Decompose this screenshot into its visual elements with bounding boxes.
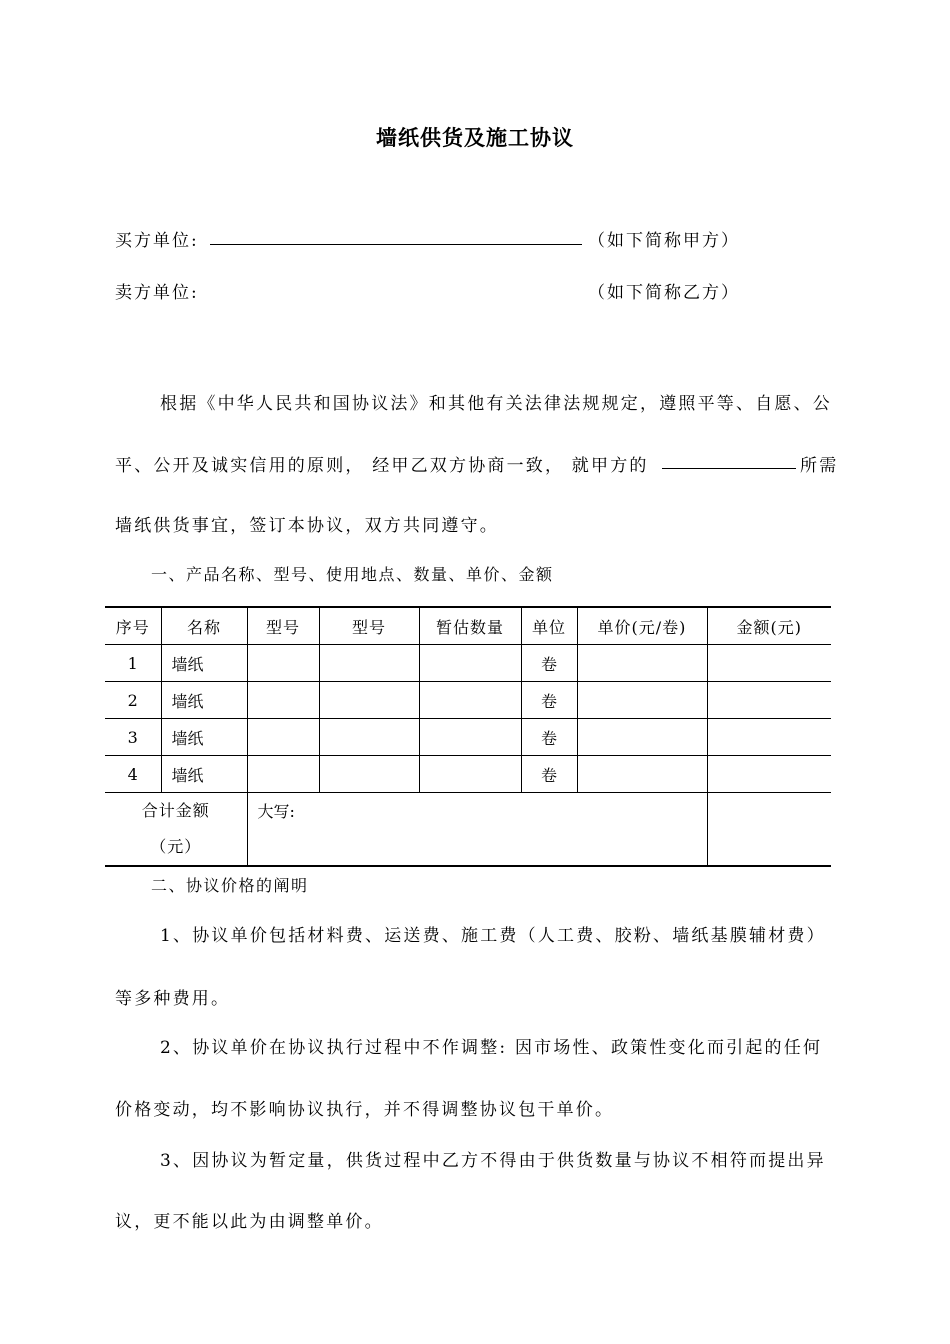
header-model-2: 型号 <box>319 607 419 645</box>
header-amount: 金额(元) <box>707 607 831 645</box>
row-unit: 卷 <box>521 682 577 719</box>
seller-note: （如下简称乙方） <box>588 283 740 303</box>
row-name: 墙纸 <box>161 756 247 793</box>
row-price-cell[interactable] <box>577 645 707 682</box>
table-row <box>105 645 831 682</box>
row-price-cell[interactable] <box>577 756 707 793</box>
row-qty-cell[interactable] <box>419 756 521 793</box>
intro-line-3: 墙纸供货事宜，签订本协议，双方共同遵守。 <box>115 516 499 536</box>
row-model-1-cell[interactable] <box>247 756 319 793</box>
table-total-row <box>105 793 831 867</box>
intro-line-1: 根据《中华人民共和国协议法》和其他有关法律法规规定，遵照平等、自愿、公 <box>160 394 832 414</box>
row-model-2-cell[interactable] <box>319 719 419 756</box>
header-est-qty: 暂估数量 <box>419 607 521 645</box>
header-model-1: 型号 <box>247 607 319 645</box>
clause-1-line-1: 1、协议单价包括材料费、运送费、施工费（人工费、胶粉、墙纸基膜辅材费） <box>160 926 826 946</box>
buyer-note: （如下简称甲方） <box>588 231 740 251</box>
total-in-words-label: 大写: <box>257 802 295 821</box>
row-model-1-cell[interactable] <box>247 645 319 682</box>
total-label-cell <box>105 793 247 867</box>
row-price-cell[interactable] <box>577 682 707 719</box>
project-input-line[interactable] <box>662 467 796 469</box>
row-name: 墙纸 <box>161 645 247 682</box>
row-qty-cell[interactable] <box>419 719 521 756</box>
seller-label: 卖方单位: <box>115 283 199 303</box>
clause-3-line-2: 议，更不能以此为由调整单价。 <box>115 1212 384 1232</box>
buyer-input-line[interactable] <box>210 243 582 245</box>
row-name: 墙纸 <box>161 719 247 756</box>
product-table <box>105 606 831 867</box>
clause-3-line-1: 3、因协议为暂定量，供货过程中乙方不得由于供货数量与协议不相符而提出异 <box>160 1151 826 1171</box>
row-qty-cell[interactable] <box>419 682 521 719</box>
section-2-heading: 二、协议价格的阐明 <box>151 876 309 895</box>
row-unit: 卷 <box>521 756 577 793</box>
clause-2-line-2: 价格变动，均不影响协议执行，并不得调整协议包干单价。 <box>115 1100 615 1120</box>
row-name: 墙纸 <box>161 682 247 719</box>
row-amount-cell[interactable] <box>707 682 831 719</box>
header-no: 序号 <box>105 607 161 645</box>
clause-1-line-2: 等多种费用。 <box>115 989 231 1009</box>
total-label-line-1: 合计金额 <box>141 801 210 820</box>
row-unit: 卷 <box>521 645 577 682</box>
buyer-label: 买方单位: <box>115 231 199 251</box>
total-in-words-cell[interactable] <box>247 793 707 867</box>
header-unit: 单位 <box>521 607 577 645</box>
table-header-row <box>105 607 831 645</box>
row-model-2-cell[interactable] <box>319 645 419 682</box>
row-model-1-cell[interactable] <box>247 682 319 719</box>
row-amount-cell[interactable] <box>707 719 831 756</box>
row-model-2-cell[interactable] <box>319 756 419 793</box>
row-unit: 卷 <box>521 719 577 756</box>
intro-line-2a: 平、公开及诚实信用的原则， 经甲乙双方协商一致， 就甲方的 <box>115 456 649 476</box>
document-title: 墙纸供货及施工协议 <box>376 126 574 150</box>
table-row <box>105 756 831 793</box>
row-qty-cell[interactable] <box>419 645 521 682</box>
row-no: 1 <box>105 645 161 682</box>
total-amount-cell[interactable] <box>707 793 831 867</box>
row-model-2-cell[interactable] <box>319 682 419 719</box>
table-row <box>105 682 831 719</box>
total-label-line-2: （元） <box>150 837 202 856</box>
row-amount-cell[interactable] <box>707 756 831 793</box>
section-1-heading: 一、产品名称、型号、使用地点、数量、单价、金额 <box>151 565 554 584</box>
clause-2-line-1: 2、协议单价在协议执行过程中不作调整: 因市场性、政策性变化而引起的任何 <box>160 1038 823 1058</box>
row-no: 4 <box>105 756 161 793</box>
intro-line-2b: 所需 <box>800 456 839 476</box>
row-model-1-cell[interactable] <box>247 719 319 756</box>
table-row <box>105 719 831 756</box>
row-no: 2 <box>105 682 161 719</box>
row-price-cell[interactable] <box>577 719 707 756</box>
row-amount-cell[interactable] <box>707 645 831 682</box>
header-name: 名称 <box>161 607 247 645</box>
row-no: 3 <box>105 719 161 756</box>
header-unit-price: 单价(元/卷) <box>577 607 707 645</box>
